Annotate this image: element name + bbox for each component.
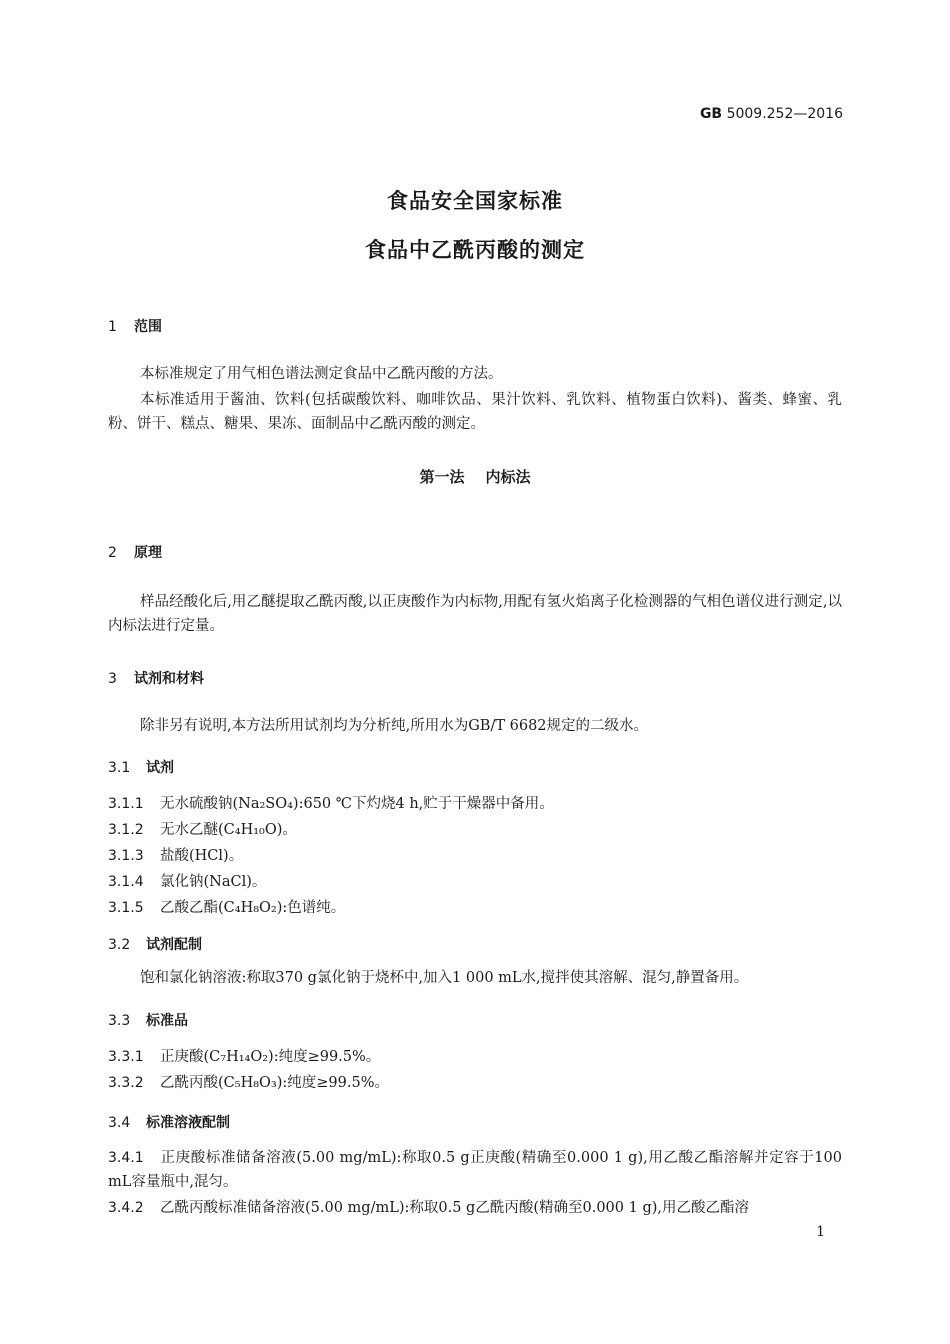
method-heading [0,466,950,487]
section-number: 1 [108,319,117,335]
list-item: 3.1.5 乙酸乙酯(C₄H₈O₂):色谱纯。 [108,900,346,916]
item-text: 乙酰丙酸标准储备溶液(5.00 mg/mL):称取0.5 g乙酰丙酸(精确至0.000 1 g),用乙酸乙酯溶 [160,1200,749,1216]
section-title: 试剂配制 [146,937,202,953]
section-3-paragraph-1: 除非另有说明,本方法所用试剂均为分析纯,所用水为GB/T 6682规定的二级水。 [140,718,649,734]
standard-code [700,106,843,122]
item-number: 3.4.1 [108,1150,144,1166]
page-number: 1 [816,1224,825,1240]
document-title: 食品安全国家标准 [387,189,563,213]
section-3-3-heading [108,1010,188,1030]
section-number: 3.4 [108,1115,131,1131]
section-title: 范围 [134,319,162,335]
section-2-paragraph-1: 样品经酸化后,用乙醚提取乙酰丙酸,以正庚酸作为内标物,用配有氢火焰离子化检测器的气相色谱仪进行测定,以内标法进行定量。 [108,594,842,634]
section-1-heading [108,316,162,336]
section-3-4-1-paragraph [108,1146,842,1194]
section-number: 3.2 [108,937,131,953]
section-1-paragraph-1: 本标准规定了用气相色谱法测定食品中乙酰丙酸的方法。 [140,366,503,382]
section-title: 原理 [134,545,162,561]
section-1-paragraph-2: 本标准适用于酱油、饮料(包括碳酸饮料、咖啡饮品、果汁饮料、乳饮料、植物蛋白饮料)、酱类、蜂蜜、乳粉、饼干、糕点、糖果、果冻、面制品中乙酰丙酸的测定。 [108,392,842,432]
list-item: 3.1.4 氯化钠(NaCl)。 [108,874,267,890]
list-item: 3.3.2 乙酰丙酸(C₅H₈O₃):纯度≥99.5%。 [108,1075,389,1091]
method-name: 内标法 [485,468,531,486]
standard-prefix: GB [699,106,723,122]
section-3-4-heading [108,1112,230,1132]
standard-number: 5009.252—2016 [726,106,843,122]
section-title: 试剂和材料 [134,671,204,687]
item-number: 3.4.2 [108,1200,144,1216]
section-2-heading [108,542,162,562]
list-item: 3.1.3 盐酸(HCl)。 [108,848,244,864]
item-text: 正庚酸标准储备溶液(5.00 mg/mL):称取0.5 g正庚酸(精确至0.000 1 g),用乙酸乙酯溶解并定容于100 mL容量瓶中,混匀。 [108,1150,842,1190]
section-3-2-paragraph-1: 饱和氯化钠溶液:称取370 g氯化钠于烧杯中,加入1 000 mL水,搅拌使其溶解、混匀,静置备用。 [140,970,749,986]
section-number: 2 [108,545,117,561]
section-3-2-heading [108,934,202,954]
section-number: 3.1 [108,760,131,776]
section-3-heading [108,668,204,688]
section-title: 标准溶液配制 [146,1115,230,1131]
method-label: 第一法 [419,468,465,486]
list-item: 3.1.1 无水硫酸钠(Na₂SO₄):650 ℃下灼烧4 h,贮于干燥器中备用。 [108,796,554,812]
section-title: 标准品 [146,1013,188,1029]
document-subtitle: 食品中乙酰丙酸的测定 [365,238,585,262]
section-number: 3 [108,671,117,687]
section-3-1-heading [108,757,174,777]
section-number: 3.3 [108,1013,131,1029]
list-item: 3.1.2 无水乙醚(C₄H₁₀O)。 [108,822,297,838]
section-3-4-2-paragraph [108,1196,842,1220]
list-item: 3.3.1 正庚酸(C₇H₁₄O₂):纯度≥99.5%。 [108,1049,381,1065]
section-title: 试剂 [146,760,174,776]
